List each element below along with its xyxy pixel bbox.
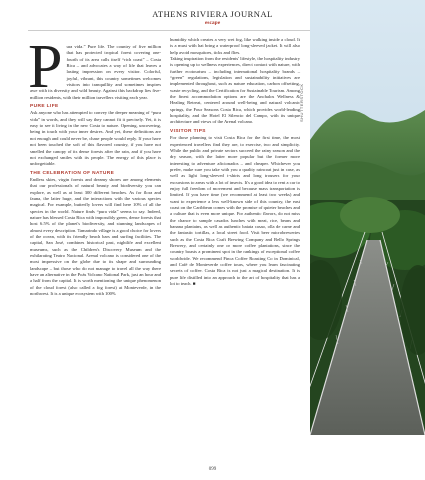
paragraph-humidity: humidity which creates a very wet fog, like walking inside a cloud. It is a must with hat bring a waterproof long-sleeved jacket. It will also help avoid mosquitoes, ticks and flies. [170, 37, 300, 55]
section-heading-visitor-tips: VISITOR TIPS [170, 128, 206, 134]
rainforest-bridge-photo [310, 0, 425, 435]
photo-credit: SHUTTERSTOCK [299, 83, 304, 122]
paragraph-celebration: Endless skies, virgin forests and dreamy shores are among elements that our professionals of natural beauty and biodiversity you can explore, as well as at least 300 different beaches. As for flora and fauna, the latter huge, and the interactions with the various species magical. For example, butterfly lovers will find here 10% of all the species in the world. Nature finds “pura vida” seems to say. Indeed, nature has blessed Costa Rica with impossibly green, dense forests that host 6.5% of the planet's biodiversity, and stunning landscapes of almost every description. Tamarindo village is a good choice for lovers of the ocean, with its friendly beach bars and surfing facilities. The capital, San José, combines historical past, nightlife and excellent museums, such as the Children's Discovery Museum and the exhilarating Teatro Nacional. Arenal volcano is considered one of the most impressive on the globe due to its shape and surrounding landscape – but those who do not manage to travel all the way there have an alternative in the Poás Volcano National Park, just an hour and a half from the capital. It is worth mentioning the unique phenomenon of the cloud forest (also called a fog forest) at Monteverde, in the northwest. It is a unique ecosystem with 100% [30, 176, 161, 297]
magazine-title: ATHENS RIVIERA JOURNAL [152, 9, 273, 19]
section-heading-celebration: THE CELEBRATION OF NATURE [30, 170, 115, 176]
article-column-2 [170, 37, 300, 287]
section-label: escape [204, 20, 221, 26]
section-heading-pure-life: PURE LIFE [30, 104, 59, 110]
paragraph-hospitality: Taking inspiration from the residents' lifestyle, the hospitality industry is opening up to wellness experiences, direct contact with nature, with further ecotourism – including international hospitality brands – “green” regulations, legislation and sustainability initiatives are implemented throughout, such as nature education, carbon offsetting, waste recycling, and the Certification for Sustainable Tourism. Among the finest accommodation options are the Anchalos Wellness & Healing Retreat, centered around well-being and natural volcanic springs, the Four Seasons Costa Rica, which provides world-leading hospitality, and the Hotel El Silencio del Campo, with its unique architecture and views of the Arenal volcano. [170, 56, 300, 125]
paragraph-pure-life: Ask anyone who has attempted to convey the deeper meaning of “pura vida” in words, and they will say they cannot fit it precisely. Yet, it is easy to see it living in the new Costa to nature. Opening, uncovering, being in touch with your inner desires. And yet, these definitions are not enough and could never be, chase people would reply. If your have not been touched the soft of this flavored country, if you have not smelled the canopy of its dense forests after the rain, and if you have not exchanged smiles with its people. The energy of this place is unforgettable. [30, 110, 161, 167]
intro-text: ura vida.” Pure life. The country of five million that has protected tropical forest covering one-fourth of its area calls itself “rich coast” – Costa Rica – and advocates a way of life that leaves a lasting impression on every visitor. Colorful, joyful, vibrant, this country sometimes welcomes visitors into tranquillity and sometimes inspires awe with its diversity and wild beauty. Against this backdrop lies five-million residents, with their million travellers visiting each year. [30, 44, 161, 100]
drop-cap: P [28, 33, 63, 101]
page-number: 099 [208, 467, 217, 472]
intro-paragraph [28, 33, 161, 101]
paragraph-visitor-tips: For those planning to visit Costa Rica for the first time, the most experienced travellers find they are, to exercise, two and simplicity. While the public and private sectors succeed the rainy season and the dry season, with the latter more popular but the former more interesting to adventure aficionados – and cheaper. Whichever you prefer, make sure you take with you a quality raincoat just in case, as well as light long-sleeved t-shirts and long trousers for your excursions to areas with a lot of insects. It's a good idea to rent a car to enjoy full freedom of movement and because mass transportation is limited. If you have time (we recommend at least two weeks) and want to experience a less well-known side of this country, the east coast on the Caribbean comes with the promise of quieter beaches and a culture that is even more unique. For authentic flavors, do not miss the chance to sample casados lunches with meat, rice, beans and banana plantains, as well as authentic batata casao, olla de carne and the fantastic tortillas, a local street food. Visit beer microbreweries such as the Costa Rica Craft Brewing Company and Bello Springs Brewery, and certainly one or more coffee plantations, since the country boasts a prominent spot in the rankings of exceptional coffee worldwide. We recommend Finca Coffee Roasting Co in Dominical, and Café de Monteverde coffee tours, where you learn fascinating secrets of coffee. Costa Rica is not just a magical destination. It is pure life distilled into an approach to the art of hospitality that has a lot to teach. ■ [170, 135, 300, 287]
article-column-1 [28, 33, 161, 297]
